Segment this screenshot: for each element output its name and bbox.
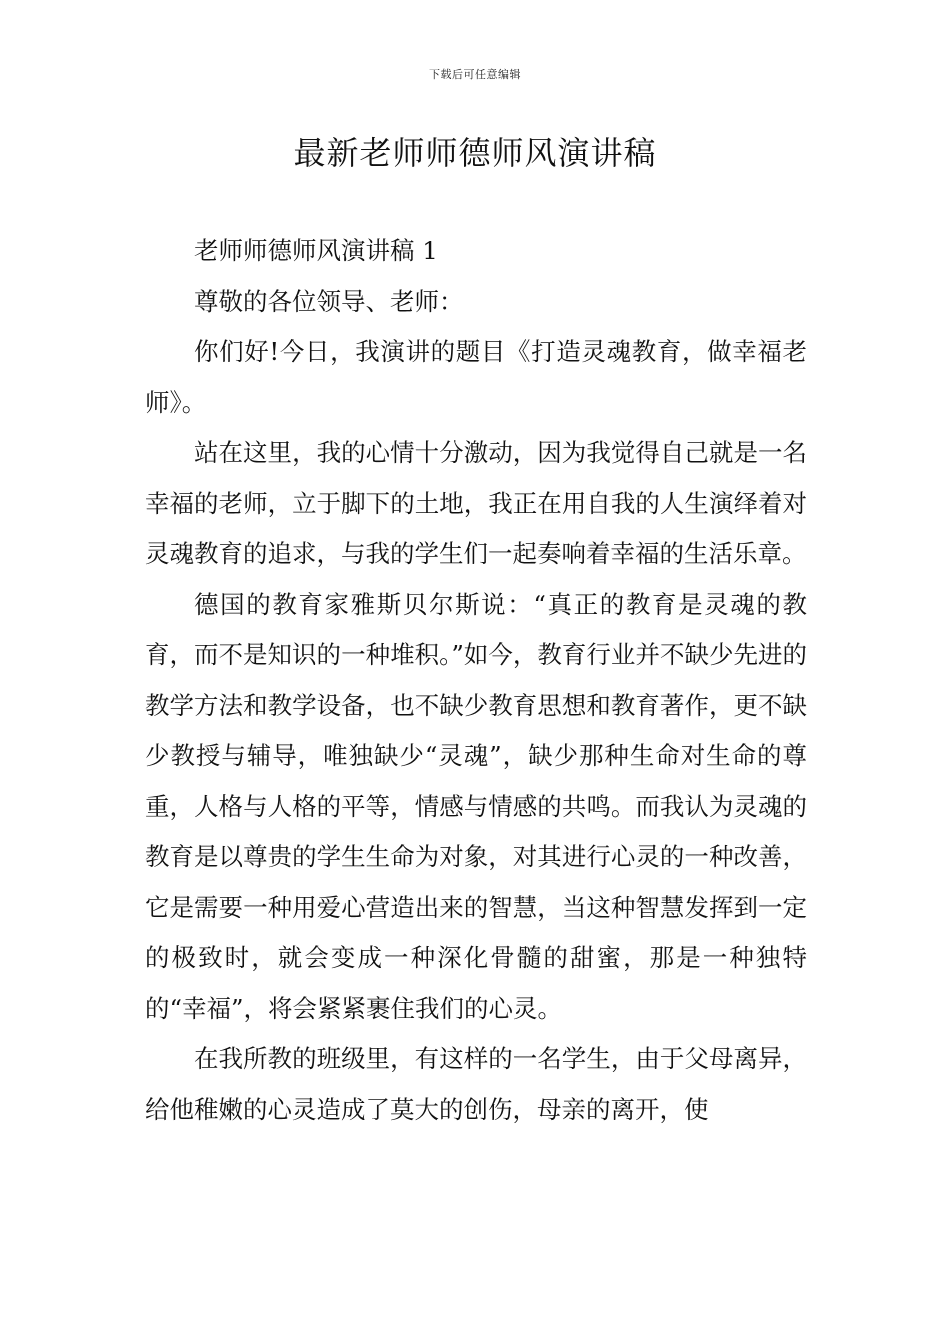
- paragraph: 德国的教育家雅斯贝尔斯说：“真正的教育是灵魂的教育，而不是知识的一种堆积。”如今，教育行业并不缺少先进的教学方法和教学设备，也不缺少教育思想和教育著作，更不缺少教授与辅导，唯独缺少“灵魂”，缺少那种生命对生命的尊重，人格与人格的平等，情感与情感的共鸣。而我认为灵魂的教育是以尊贵的学生生命为对象，对其进行心灵的一种改善，它是需要一种用爱心营造出来的智慧，当这种智慧发挥到一定的极致时，就会变成一种深化骨髓的甜蜜，那是一种独特的“幸福”，将会紧紧裹住我们的心灵。: [145, 589, 807, 1023]
- paragraph-heading: 老师师德师风演讲稿 1: [194, 236, 438, 265]
- paragraph-salutation: 尊敬的各位领导、老师：: [194, 286, 464, 316]
- paragraph: 在我所教的班级里，有这样的一名学生，由于父母离异，给他稚嫩的心灵造成了莫大的创伤，母亲的离开，使: [145, 1044, 807, 1124]
- paragraph: 你们好!今日，我演讲的题目《打造灵魂教育，做幸福老师》。: [145, 337, 807, 417]
- document-body: [145, 226, 807, 1135]
- header-note: 下载后可任意编辑: [429, 68, 521, 81]
- paragraph: 站在这里，我的心情十分激动，因为我觉得自己就是一名幸福的老师，立于脚下的土地，我正在用自我的人生演绎着对灵魂教育的追求，与我的学生们一起奏响着幸福的生活乐章。: [145, 438, 807, 568]
- document-title: 最新老师师德师风演讲稿: [293, 134, 657, 172]
